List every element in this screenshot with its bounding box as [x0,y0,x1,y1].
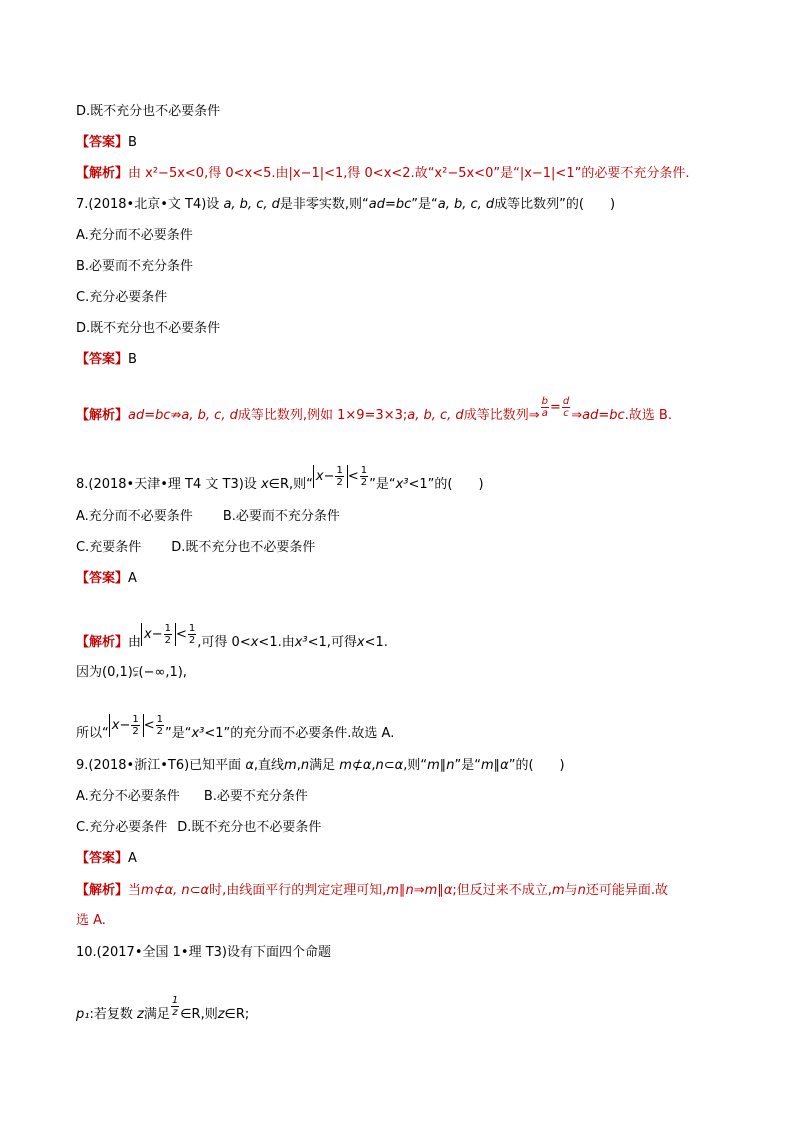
explanation-text: m [551,883,565,898]
fraction-numerator: d [562,396,570,407]
fraction-numerator: 1 [164,623,171,634]
q8-stem-text: <1”的( ) [408,477,484,492]
q7-stem-text: 7.(2018•北京•文 T4)设 [76,197,220,212]
q8-options-ab [76,508,340,526]
less-than: < [347,469,359,484]
q9-stem-text: , [296,758,301,773]
fraction-numerator: 1 [156,714,163,725]
q7-option-d: D.既不充分也不必要条件 [76,321,221,336]
answer-value: B [128,135,137,150]
q9-condition: m∥α [481,758,509,773]
plane-alpha: α [245,758,254,773]
variable-z: z [137,1007,144,1022]
q9-stem-text: ,直线 [253,758,285,773]
q8-explanation-line3 [76,714,395,745]
fraction-numerator: 1 [171,995,179,1006]
q8-answer [76,570,137,588]
q10-text: ∈R; [224,1007,250,1022]
math-expression [109,714,165,737]
explanation-text: 成等比数列⇒ [463,408,540,423]
q7-stem-text: 是非零实数,则“ [279,197,369,212]
fraction-denominator: c [563,408,569,419]
abs-content: x− [144,627,163,642]
q7-option-c: C.充分必要条件 [76,290,168,305]
answer-tag: 【答案】 [76,135,129,150]
q10-stem: 10.(2017•全国 1•理 T3)设有下面四个命题 [76,945,331,960]
fraction-denominator: z [172,1007,178,1018]
less-than: < [143,718,155,733]
q9-option-d: D.既不充分也不必要条件 [177,820,322,835]
equals-sign: = [549,400,561,415]
q10-text: 满足 [143,1007,170,1022]
q9-option-a: A.充分不必要条件 [76,789,180,804]
q9-stem-text: 9.(2018•浙江•T6)已知平面 [76,758,242,773]
q7-explanation [76,396,672,427]
explanation-text: 还可能异面.故 [585,883,669,898]
q9-explanation [76,882,668,900]
variable-z: z [217,1007,225,1022]
q6-answer [76,134,137,152]
q9-answer [76,850,137,868]
fraction-numerator: 1 [360,465,368,476]
explanation-text: 与 [564,883,578,898]
answer-tag: 【答案】 [76,851,129,866]
q9-condition: n⊂α [375,758,404,773]
q8-option-d: D.既不充分也不必要条件 [171,540,316,555]
explanation-text: <1,可得 [307,635,357,650]
answer-value: A [128,571,137,586]
q7-stem-text: ”是“ [411,197,438,212]
fraction-denominator: a [541,408,548,419]
q8-explanation [76,623,388,654]
q8-stem-text: ”是“ [369,477,396,492]
explanation-tag: 【解析】 [76,883,129,898]
fraction-numerator: 1 [188,623,196,634]
fraction-denominator: 2 [164,635,171,646]
fraction-denominator: 2 [156,726,163,737]
explanation-text: ad=bc⇏a, b, c, d [128,408,238,423]
explanation-text: ad=bc [582,408,625,423]
explanation-text: ⇒ [571,408,583,423]
q9-stem-text: ,则“ [403,758,428,773]
explanation-tag: 【解析】 [76,408,129,423]
proposition-label: p₁ [76,1007,90,1022]
q10-text: ∈R,则 [180,1007,218,1022]
q7-answer [76,351,137,369]
explanation-text: m∥n⇒m∥α [386,883,453,898]
q9-options-ab [76,788,308,806]
explanation-text: ;但反过来不成立, [452,883,552,898]
explanation-text: 当 [128,883,142,898]
explanation-text: <1. [364,635,388,650]
q8-options-cd [76,539,315,557]
variable-x: x [260,477,269,492]
math-expression [313,465,369,488]
explanation-tag: 【解析】 [76,635,129,650]
q7-vars: a, b, c, d [437,197,495,212]
q9-stem-text: , [371,758,376,773]
fraction-denominator: 2 [360,477,368,488]
q8-stem-text: 8.(2018•天津•理 T4 文 T3)设 [76,477,257,492]
q7-vars: a, b, c, d [223,197,280,212]
q8-option-a: A.充分而不必要条件 [76,509,193,524]
less-than: < [176,627,187,642]
explanation-text: m⊄α, n⊂α [141,883,210,898]
q9-condition: m⊄α [339,758,372,773]
explanation-text: 成等比数列,例如 1×9=3×3; [237,408,408,423]
explanation-text: a, b, c, d [407,408,464,423]
q8-stem [76,465,484,496]
explanation-text: 时,由线面平行的判定定理可知, [209,883,387,898]
q7-stem [76,196,615,214]
fraction-numerator: 1 [336,465,343,476]
line-n: n [300,758,310,773]
q9-condition: m∥n [427,758,455,773]
q9-stem-text: 满足 [309,758,336,773]
answer-tag: 【答案】 [76,352,129,367]
explanation-text: ,可得 0< [197,635,251,650]
explanation-text: n [577,883,586,898]
q9-option-b: B.必要不充分条件 [203,789,308,804]
q7-option-b: B.必要而不充分条件 [76,259,194,274]
q7-stem-text: 成等比数列”的( ) [494,197,616,212]
q10-text: :若复数 [89,1007,133,1022]
math-expression [141,623,197,646]
answer-value: A [128,851,137,866]
math-expression [540,396,572,419]
q6-explanation [76,165,689,183]
fraction-denominator: 2 [132,726,139,737]
explanation-text: 由 x²−5x<0,得 0<x<5.由|x−1|<1,得 0<x<2.故“x²−5x<0”是“|x−1|<1”的必要不充分条件. [128,166,690,181]
abs-content: x− [315,469,335,484]
q9-option-c: C.充分必要条件 [76,820,168,835]
q7-option-a: A.充分而不必要条件 [76,228,193,243]
explanation-text: 由 [128,635,142,650]
explanation-text: .故选 B. [624,408,672,423]
answer-tag: 【答案】 [76,571,129,586]
explanation-text: <1.由 [258,635,295,650]
explanation-text: <1”的充分而不必要条件.故选 A. [204,726,395,741]
math-expression [170,995,180,1018]
fraction-denominator: 2 [336,477,343,488]
q8-explanation-line2: 因为(0,1)⫋(−∞,1), [76,665,187,680]
answer-value: B [128,352,137,367]
q9-options-cd [76,819,321,837]
explanation-text: 所以“ [76,726,109,741]
q8-option-b: B.必要而不充分条件 [222,509,340,524]
fraction-denominator: 2 [188,635,196,646]
explanation-tag: 【解析】 [76,166,129,181]
q8-option-c: C.充要条件 [76,540,142,555]
variable-x: x [356,635,365,650]
x-cubed: x³ [294,635,308,650]
q6-option-d: D.既不充分也不必要条件 [76,104,221,119]
abs-content: x− [111,718,131,733]
x-cubed: x³ [395,477,409,492]
x-cubed: x³ [191,726,205,741]
q10-proposition-p1 [76,995,250,1026]
variable-x: x [250,635,259,650]
line-m: m [284,758,297,773]
q9-stem [76,757,565,775]
fraction-numerator: b [541,396,548,407]
q9-stem-text: ”的( ) [508,758,565,773]
q9-stem-text: ”是“ [454,758,482,773]
q7-condition: ad=bc [368,197,412,212]
explanation-text: ”是“ [165,726,192,741]
q8-stem-text: ∈R,则“ [268,477,313,492]
q9-explanation-line2: 选 A. [76,913,106,928]
fraction-numerator: 1 [132,714,139,725]
